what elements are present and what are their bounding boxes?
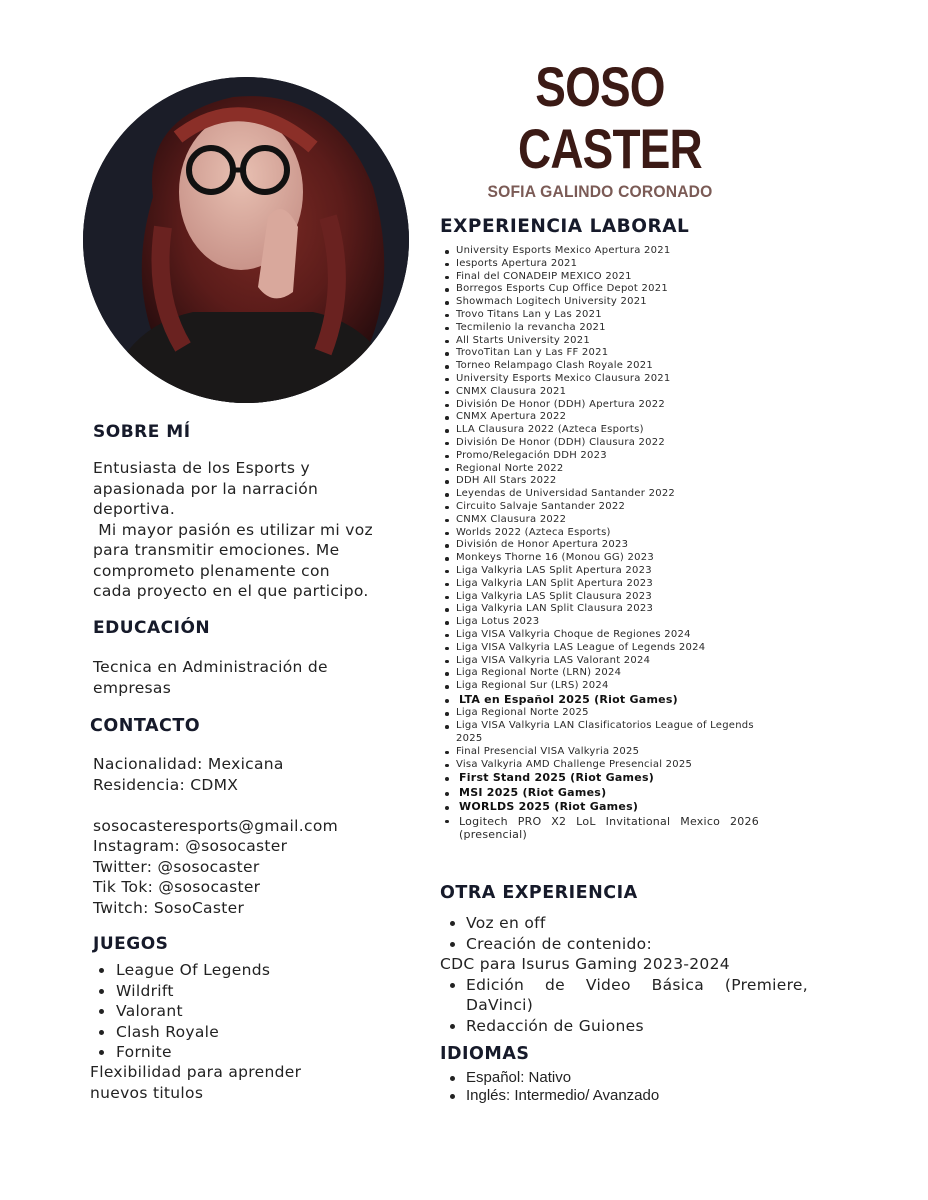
experiencia-item: Worlds 2022 (Azteca Esports) [444,527,784,540]
tiktok-handle: Tik Tok: @sosocaster [93,878,261,896]
experiencia-item: Liga Valkyria LAS Split Clausura 2023 [444,591,784,604]
experiencia-item: CNMX Clausura 2022 [444,514,784,527]
experiencia-item: University Esports Mexico Apertura 2021 [444,245,784,258]
educacion-heading: EDUCACIÓN [93,618,211,638]
contacto-heading: CONTACTO [90,716,201,736]
juegos-note-line: Flexibilidad para aprender [90,1063,302,1081]
experiencia-item: División De Honor (DDH) Clausura 2022 [444,437,784,450]
experiencia-item: Iesports Apertura 2021 [444,258,784,271]
experiencia-item: TrovoTitan Lan y Las FF 2021 [444,347,784,360]
experiencia-item-highlight: First Stand 2025 (Riot Games) [444,771,784,786]
experiencia-item: LLA Clausura 2022 (Azteca Esports) [444,424,784,437]
experiencia-item: DDH All Stars 2022 [444,475,784,488]
otra-item: Creación de contenido: [440,934,808,955]
sobre-line: Mi mayor pasión es utilizar mi voz [93,520,373,539]
experiencia-item: Final Presencial VISA Valkyria 2025 [444,746,784,759]
experiencia-item-highlight: MSI 2025 (Riot Games) [444,786,784,801]
experiencia-item: Torneo Relampago Clash Royale 2021 [444,360,784,373]
experiencia-item: Liga VISA Valkyria LAN Clasificatorios League of Legends 2025 [444,720,766,746]
experiencia-item: Promo/Relegación DDH 2023 [444,450,784,463]
sobre-line: deportiva. [93,500,176,518]
experiencia-item: All Starts University 2021 [444,335,784,348]
contacto-block [93,754,403,918]
experiencia-item: CNMX Apertura 2022 [444,411,784,424]
idioma-item: Inglés: Intermedio/ Avanzado [440,1087,740,1105]
experiencia-item: Liga Valkyria LAS Split Apertura 2023 [444,565,784,578]
experiencia-item-highlight: WORLDS 2025 (Riot Games) [444,800,784,815]
instagram-handle: Instagram: @sosocaster [93,837,288,855]
sobre-line: apasionada por la narración [93,479,319,498]
otra-experiencia-list [440,913,808,1036]
otra-detail: CDC para Isurus Gaming 2023-2024 [440,955,730,973]
otra-item: Edición de Video Básica (Premiere, DaVinci) [440,975,808,1016]
twitter-handle: Twitter: @sosocaster [93,857,260,876]
idiomas-heading: IDIOMAS [440,1044,530,1064]
juegos-note [90,1062,350,1103]
experiencia-item: Final del CONADEIP MEXICO 2021 [444,271,784,284]
experiencia-item: Liga Lotus 2023 [444,616,784,629]
experiencia-item: División de Honor Apertura 2023 [444,539,784,552]
sobre-line: comprometo plenamente con [93,561,330,580]
experiencia-item: Leyendas de Universidad Santander 2022 [444,488,784,501]
experiencia-item-highlight: LTA en Español 2025 (Riot Games) [444,693,784,708]
experiencia-item: Regional Norte 2022 [444,463,784,476]
otra-experiencia-heading: OTRA EXPERIENCIA [440,883,638,903]
experiencia-item: Liga Regional Norte 2025 [444,707,784,720]
otra-item: Redacción de Guiones [440,1016,808,1037]
experiencia-item: División De Honor (DDH) Apertura 2022 [444,399,784,412]
otra-item: Voz en off [440,913,808,934]
sobre-line: para transmitir emociones. Me [93,541,340,559]
experiencia-heading: EXPERIENCIA LABORAL [440,216,690,237]
juego-item: Valorant [93,1001,393,1022]
experiencia-item: Visa Valkyria AMD Challenge Presencial 2025 [444,759,784,772]
juego-item: Fornite [93,1042,393,1063]
juego-item: Clash Royale [93,1022,393,1043]
juegos-heading: JUEGOS [93,934,169,954]
idioma-item: Español: Nativo [440,1069,740,1087]
experiencia-item: University Esports Mexico Clausura 2021 [444,373,784,386]
name-line-2: CASTER [518,117,702,180]
educacion-line: Tecnica en Administración de [93,658,328,676]
experiencia-item: Liga Regional Norte (LRN) 2024 [444,667,784,680]
experiencia-item: Monkeys Thorne 16 (Monou GG) 2023 [444,552,784,565]
educacion-text [93,657,363,698]
sobre-line: cada proyecto en el que participo. [93,582,369,600]
experiencia-item: Circuito Salvaje Santander 2022 [444,501,784,514]
experiencia-item: Trovo Titans Lan y Las 2021 [444,309,784,322]
experiencia-item: Tecmilenio la revancha 2021 [444,322,784,335]
experiencia-item: Liga Valkyria LAN Split Clausura 2023 [444,603,784,616]
experiencia-item: Liga VISA Valkyria Choque de Regiones 2024 [444,629,784,642]
experiencia-item: Liga VISA Valkyria LAS League of Legends 2024 [444,642,784,655]
spacer [93,795,403,816]
full-name: SOFIA GALINDO CORONADO [487,182,713,201]
idiomas-list [440,1069,740,1105]
experiencia-item: Logitech PRO X2 LoL Invitational Mexico 2026 (presencial) [444,815,759,842]
experiencia-item: Liga Valkyria LAN Split Apertura 2023 [444,578,784,591]
experiencia-item: Liga Regional Sur (LRS) 2024 [444,680,784,693]
experiencia-item: CNMX Clausura 2021 [444,386,784,399]
sobre-mi-heading: SOBRE MÍ [93,422,191,442]
twitch-handle: Twitch: SosoCaster [93,898,245,917]
sobre-line: Entusiasta de los Esports y [93,459,310,477]
residencia: Residencia: CDMX [93,775,239,794]
experiencia-item: Borregos Esports Cup Office Depot 2021 [444,283,784,296]
email-link[interactable]: sosocasteresports@gmail.com [93,816,338,835]
experiencia-list [444,245,784,842]
experiencia-item: Liga VISA Valkyria LAS Valorant 2024 [444,655,784,668]
name-line-1: SOSO [535,55,665,118]
profile-photo [83,77,409,403]
experiencia-item: Showmach Logitech University 2021 [444,296,784,309]
juego-item: Wildrift [93,981,393,1002]
sobre-mi-text [93,458,393,602]
juegos-list [93,960,393,1063]
juego-item: League Of Legends [93,960,393,981]
juegos-note-line: nuevos titulos [90,1083,204,1102]
nacionalidad: Nacionalidad: Mexicana [93,755,284,773]
educacion-line: empresas [93,678,172,697]
portrait-illustration [83,77,409,403]
